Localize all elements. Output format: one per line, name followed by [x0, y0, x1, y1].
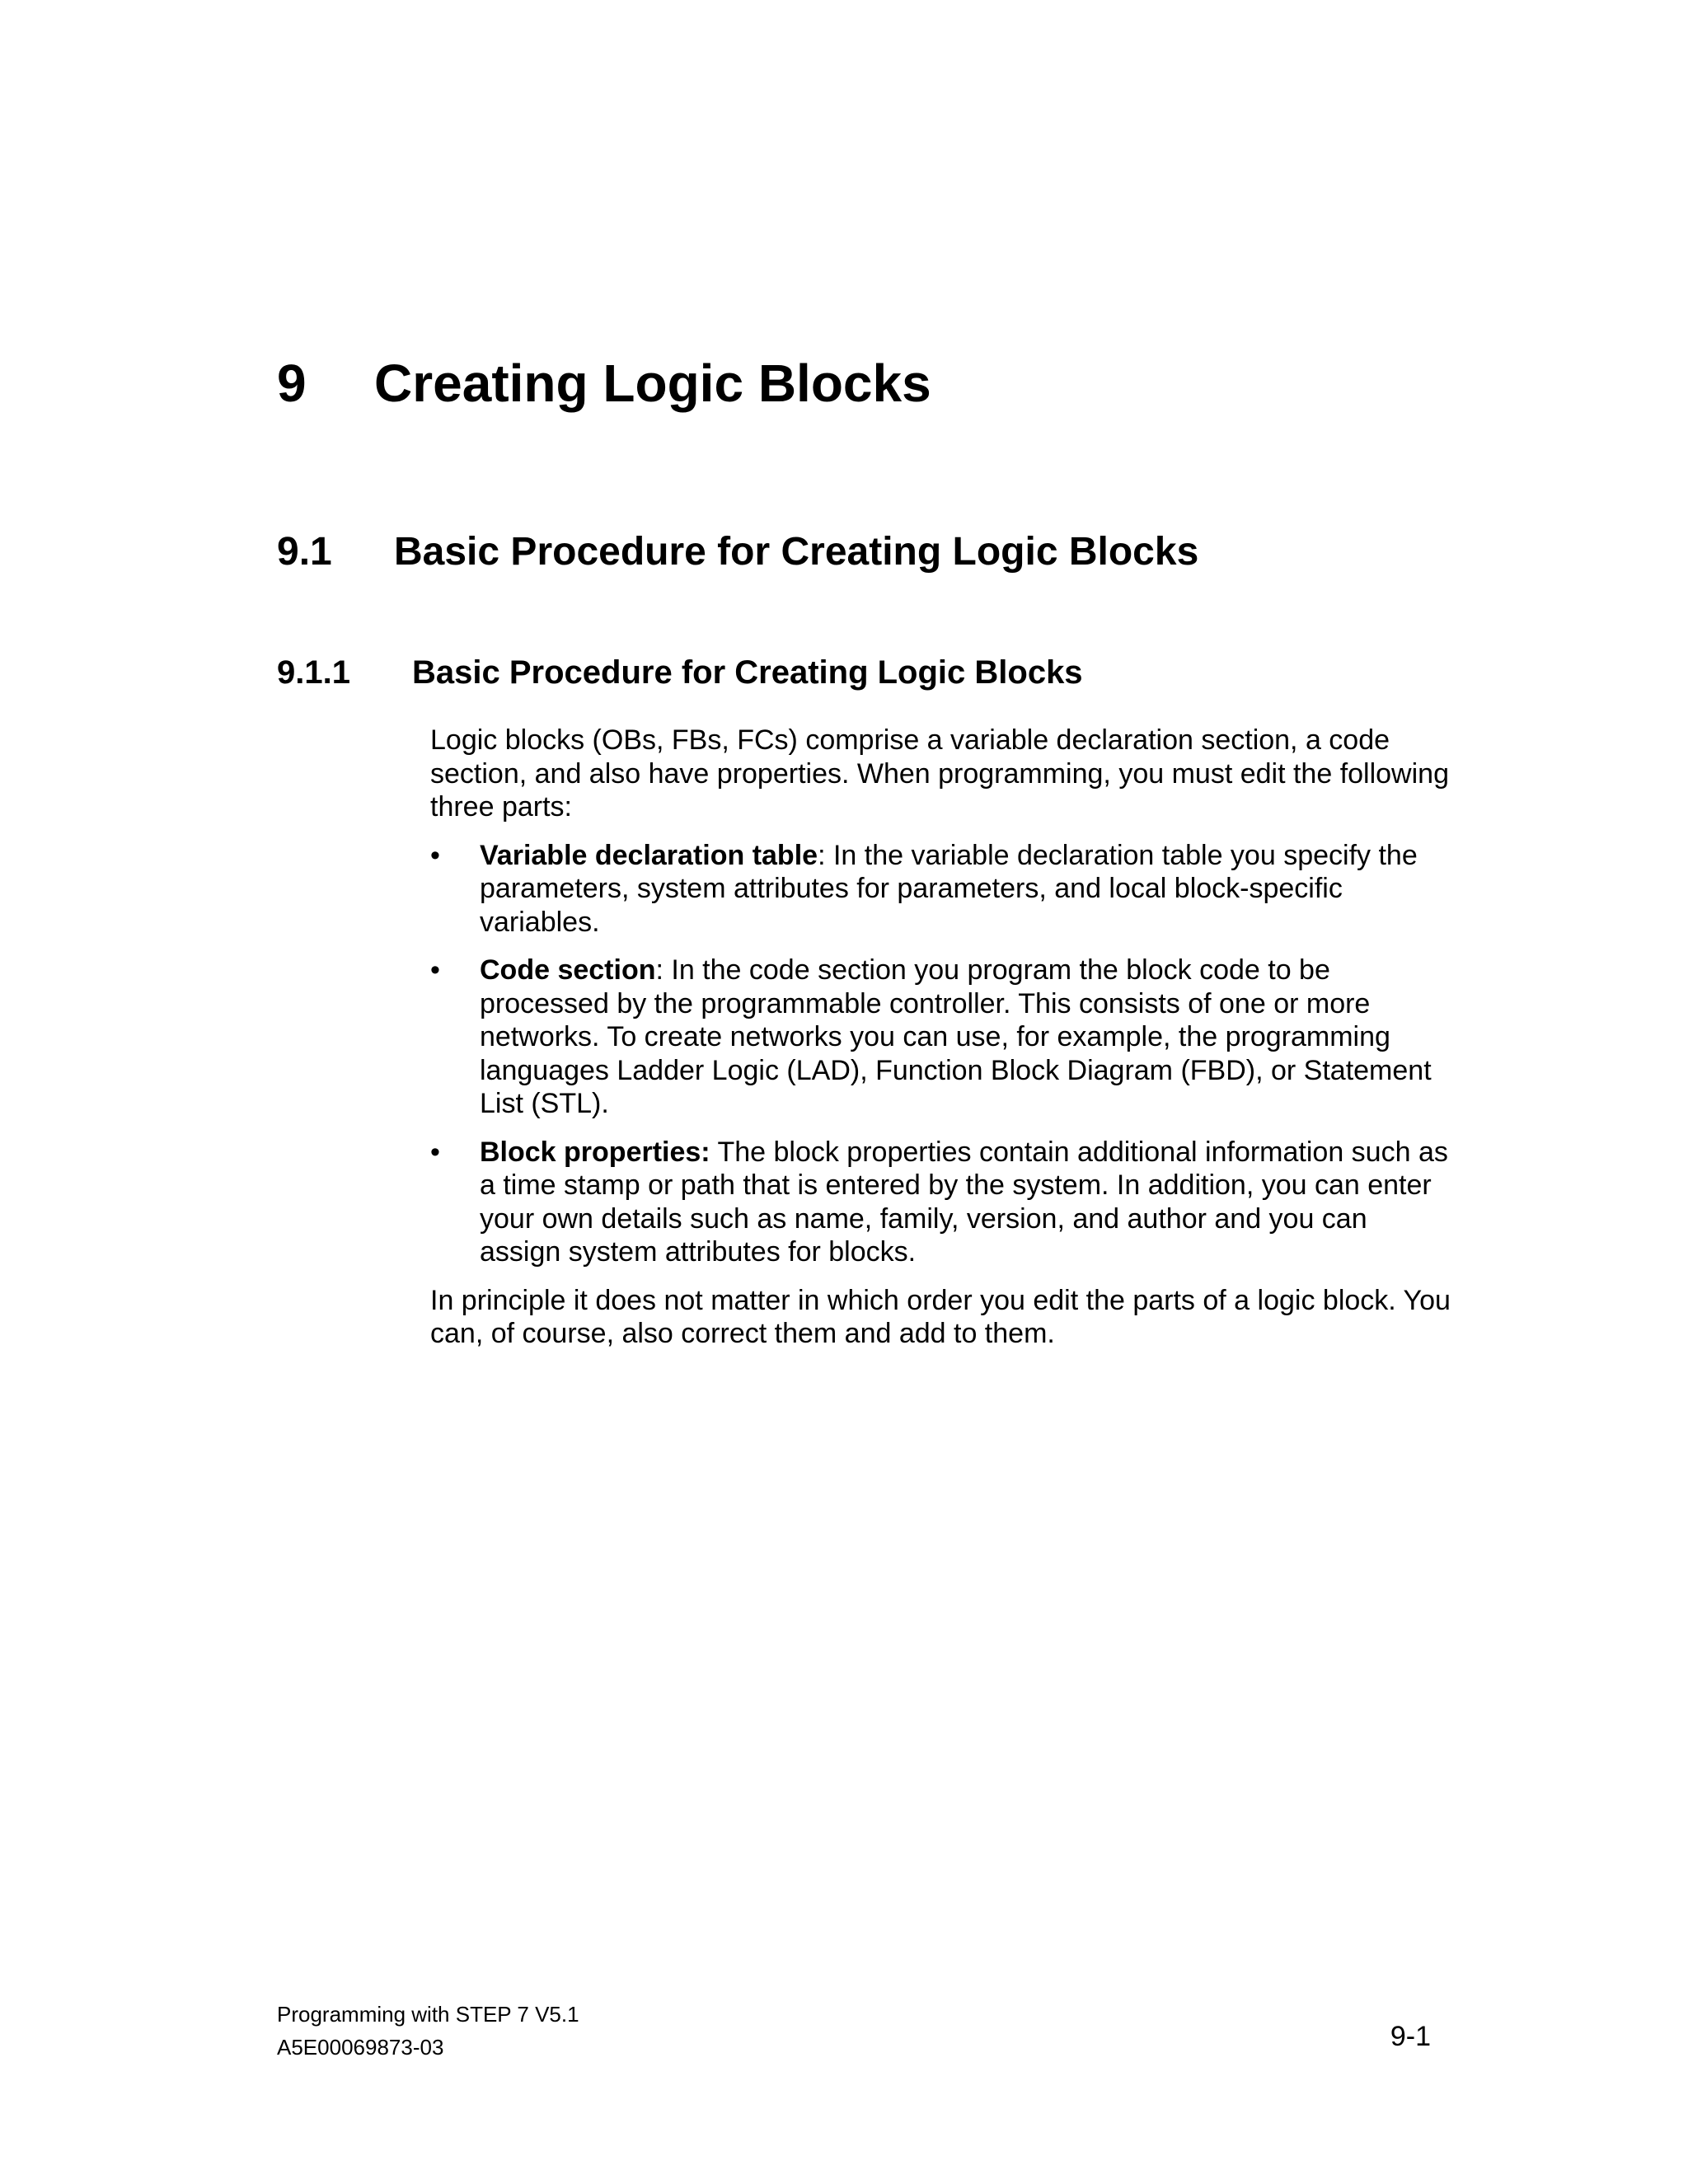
subsection-number: 9.1.1: [277, 654, 350, 691]
chapter-title: Creating Logic Blocks: [374, 354, 931, 413]
bullet-list: [430, 839, 1452, 1269]
list-item: [430, 1136, 1452, 1269]
bullet-icon: •: [430, 1136, 440, 1168]
section-title: Basic Procedure for Creating Logic Blocks: [394, 530, 1199, 574]
closing-paragraph: In principle it does not matter in which order you edit the parts of a logic block. You can, of course, also correct them and add to them.: [430, 1284, 1451, 1349]
page-number: 9-1: [1390, 2021, 1431, 2052]
bullet-icon: •: [430, 954, 440, 986]
document-number: A5E00069873-03: [277, 2035, 444, 2060]
bullet-icon: •: [430, 839, 440, 871]
intro-paragraph: Logic blocks (OBs, FBs, FCs) comprise a variable declaration section, a code section, and also have properties. When programming, you must edit the following three parts:: [430, 724, 1449, 823]
bullet-term: Variable declaration table: [480, 839, 818, 871]
bullet-text: : In the code section you program the block code to be processed by the programmable controller. This consists of one or more networks. To create networks you can use, for example, the programming languages Ladder Logic (LAD), Function Block Diagram (FBD), or Statement List (STL).: [480, 954, 1432, 1119]
chapter-number: 9: [277, 354, 307, 413]
bullet-term: Block properties:: [480, 1136, 710, 1168]
bullet-text: The block properties contain additional information such as a time stamp or path that is entered by the system. In addition, you can enter your own details such as name, family, version, and author and you can assign system attributes for blocks.: [480, 1136, 1448, 1268]
list-item: [430, 839, 1452, 940]
bullet-text: : In the variable declaration table you specify the parameters, system attributes for parameters, and local block-specific variables.: [480, 839, 1418, 938]
list-item: [430, 954, 1452, 1121]
subsection-title: Basic Procedure for Creating Logic Blocks: [412, 654, 1083, 691]
section-number: 9.1: [277, 530, 332, 574]
manual-title: Programming with STEP 7 V5.1: [277, 2002, 579, 2027]
bullet-term: Code section: [480, 954, 656, 986]
body-content: [430, 724, 1452, 1351]
page-footer: [277, 1998, 579, 2064]
